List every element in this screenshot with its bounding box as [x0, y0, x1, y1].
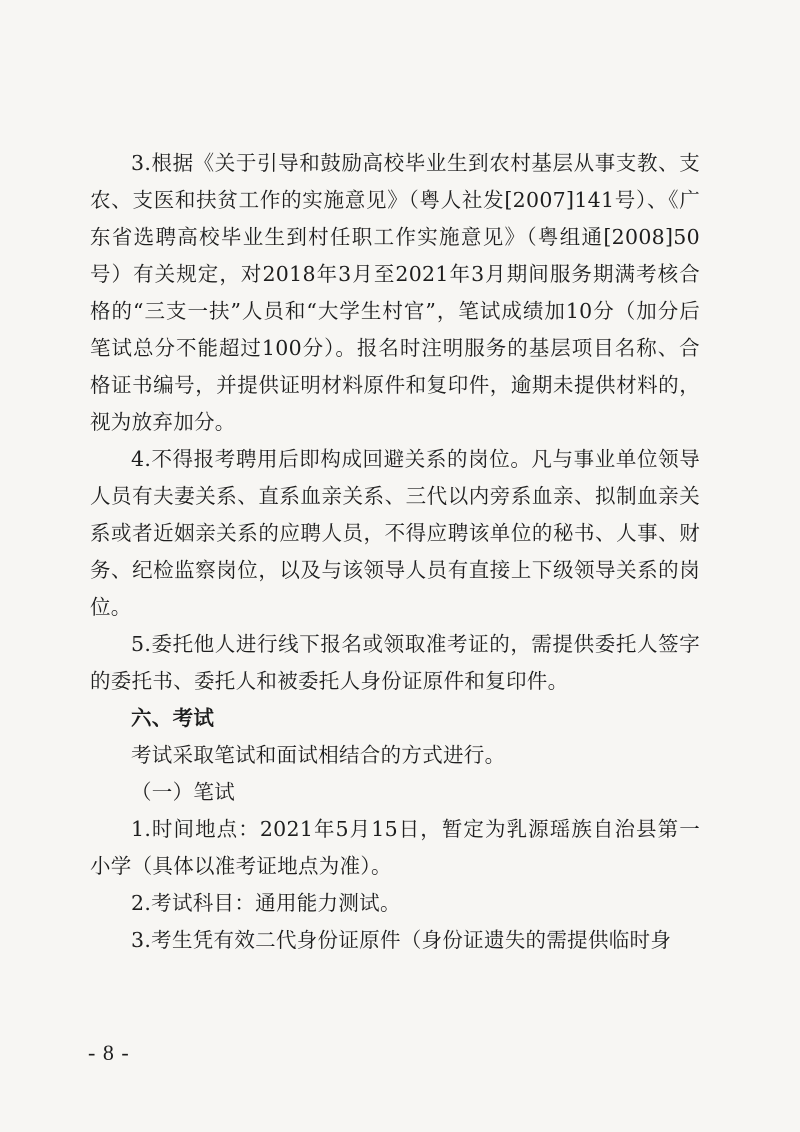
paragraph-item-3: 3.根据《关于引导和鼓励高校毕业生到农村基层从事支教、支农、支医和扶贫工作的实施意见》（粤人社发[2007]141号）、《广东省选聘高校毕业生到村任职工作实施意见》（粤组通[2008]50号）有关规定，对2018年3月至2021年3月期间服务期满考核合格的“三支一扶”人员和“大学生村官”，笔试成绩加10分（加分后笔试总分不能超过100分）。报名时注明服务的基层项目名称、合格证书编号，并提供证明材料原件和复印件，逾期未提供材料的，视为放弃加分。 [90, 151, 700, 434]
document-body [90, 145, 700, 959]
paragraph-item-4: 4.不得报考聘用后即构成回避关系的岗位。凡与事业单位领导人员有夫妻关系、直系血亲关系、三代以内旁系血亲、拟制血亲关系或者近姻亲关系的应聘人员，不得应聘该单位的秘书、人事、财务、纪检监察岗位，以及与该领导人员有直接上下级领导关系的岗位。 [90, 447, 700, 619]
section-title-exam: 六、考试 [131, 706, 215, 730]
exam-item-subject: 2.考试科目：通用能力测试。 [131, 891, 401, 915]
subsection-written-exam: （一）笔试 [131, 780, 235, 804]
exam-item-id-card: 3.考生凭有效二代身份证原件（身份证遗失的需提供临时身 [131, 928, 672, 952]
exam-item-time-place: 1.时间地点：2021年5月15日，暂定为乳源瑶族自治县第一小学（具体以准考证地点为准）。 [90, 817, 700, 878]
page-number: - 8 - [88, 1040, 130, 1065]
exam-intro: 考试采取笔试和面试相结合的方式进行。 [131, 743, 506, 767]
paragraph-item-5: 5.委托他人进行线下报名或领取准考证的，需提供委托人签字的委托书、委托人和被委托人身份证原件和复印件。 [90, 632, 700, 693]
